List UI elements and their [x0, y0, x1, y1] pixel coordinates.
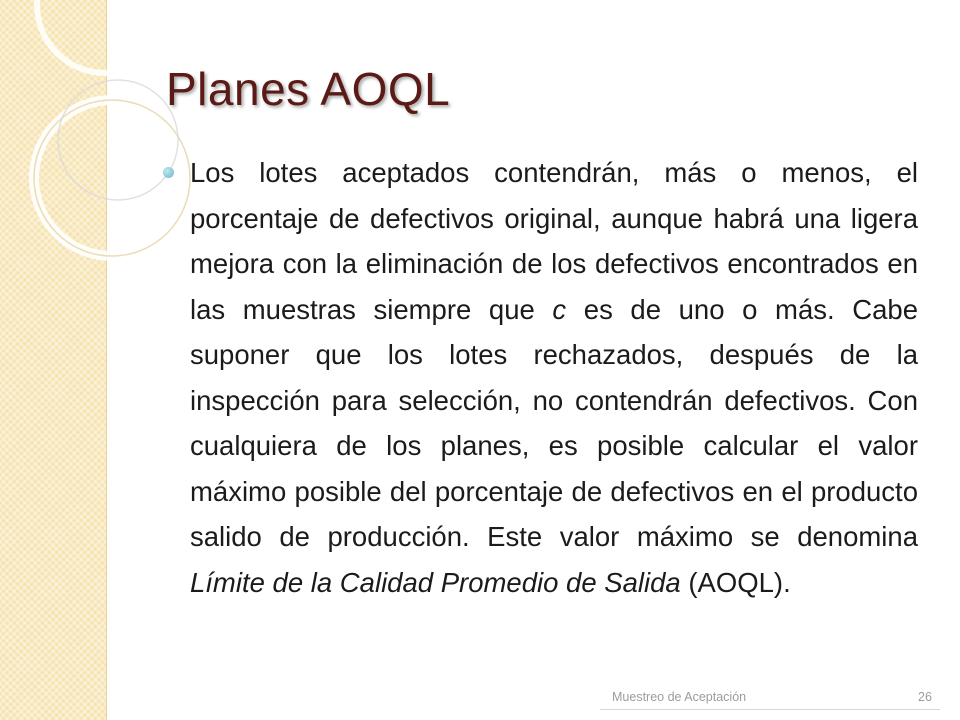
bullet-icon	[163, 167, 174, 178]
body-text-start: Los lotes aceptados contendrán, más o menos, el porcentaje de defectivos original, aunque habrá una ligera mejora con la eliminación de los defectivos encontrados en las muestras siempre que	[190, 157, 918, 325]
slide-title: Planes AOQL	[166, 63, 451, 115]
deco-circle-mid	[34, 100, 190, 256]
body-text-end: (AOQL).	[680, 566, 791, 598]
aoql-term-italic: Límite de la Calidad Promedio de Salida	[190, 566, 681, 598]
body-text-middle: es de uno o más. Cabe suponer que los lotes rechazados, después de la inspección para selección, no contendrán defectivos. Con cualquiera de los planes, es posible calcular el valor máximo posible del porcentaje de defectivos en el producto salido de producción. Este valor máximo se denomina	[190, 293, 918, 552]
footer-label: Muestreo de Aceptación	[612, 690, 747, 704]
decorative-circles	[0, 0, 200, 300]
slide-body-paragraph	[190, 150, 918, 605]
variable-c: c	[552, 293, 567, 325]
page-number: 26	[918, 690, 932, 704]
deco-circle-top	[37, 0, 173, 73]
footer-divider	[600, 709, 940, 710]
